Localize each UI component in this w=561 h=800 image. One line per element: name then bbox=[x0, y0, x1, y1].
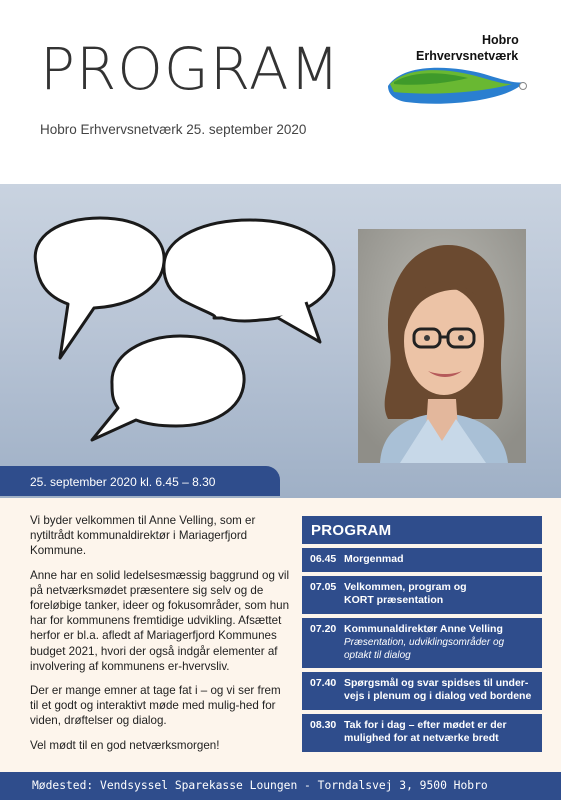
program-item-time: 07.20 bbox=[310, 623, 337, 635]
program-item bbox=[302, 714, 542, 752]
intro-paragraph-2: Anne har en solid ledelsesmæssig baggrund og vil på netværksmødet præsentere sig selv og de foreløbige tanker, ideer og fokusområder, som hun har for kommunens fremtidige udvikling. Afsættet herfor er bl.a. afledt af Mariagerfjord Kommunes budget 2021, hvori der også indgår elementer af involvering af kommunens er-hvervsliv. bbox=[30, 568, 290, 673]
program-item bbox=[302, 672, 542, 710]
speech-bubble-left bbox=[35, 218, 164, 358]
date-bar: 25. september 2020 kl. 6.45 – 8.30 bbox=[0, 466, 280, 496]
program-item-subtitle: Præsentation, udviklingsområder og optakt til dialog bbox=[344, 637, 505, 661]
program-item-title: Spørgsmål og svar spidses til under-vejs i plenum og i dialog ved bordene bbox=[344, 677, 532, 702]
program-item-title: Kommunaldirektør Anne Velling bbox=[344, 623, 503, 635]
intro-paragraph-4: Vel mødt til en god netværksmorgen! bbox=[30, 738, 220, 752]
intro-paragraph-3: Der er mange emner at tage fat i – og vi ser frem til et godt og interaktivt møde med mulig-hed for viden, drøftelser og dialog. bbox=[30, 684, 281, 728]
page-subtitle: Hobro Erhvervsnetværk 25. september 2020 bbox=[40, 122, 307, 137]
venue-footer: Mødested: Vendsyssel Sparekasse Loungen - Torndalsvej 3, 9500 Hobro bbox=[0, 772, 561, 800]
program-item-title: Velkommen, program og KORT præsentation bbox=[344, 581, 467, 606]
program-heading: PROGRAM bbox=[302, 516, 542, 544]
program-item-time: 08.30 bbox=[310, 719, 337, 731]
program-item bbox=[302, 548, 542, 572]
speech-bubbles-illustration bbox=[0, 184, 356, 474]
program-item bbox=[302, 618, 542, 668]
program-item-time: 06.45 bbox=[310, 553, 337, 565]
program-item-title: Morgenmad bbox=[344, 553, 404, 565]
program-box bbox=[302, 516, 542, 752]
intro-paragraph-1: Vi byder velkommen til Anne Velling, som er nytiltrådt kommunaldirektør i Mariagerfjord Kommune. bbox=[30, 514, 256, 558]
speech-bubble-bottom bbox=[92, 336, 244, 440]
program-item bbox=[302, 576, 542, 614]
logo-line-1: Hobro bbox=[482, 33, 519, 47]
program-item-time: 07.05 bbox=[310, 581, 337, 593]
program-item-time: 07.40 bbox=[310, 677, 337, 689]
page-title: PROGRAM bbox=[40, 35, 341, 103]
logo-text bbox=[416, 33, 519, 64]
portrait-photo bbox=[358, 229, 526, 463]
program-item-title: Tak for i dag – efter mødet er der mulighed for at netværke bredt bbox=[344, 719, 507, 744]
intro-text bbox=[30, 513, 292, 762]
logo-line-2: Erhvervsnetværk bbox=[416, 48, 519, 63]
